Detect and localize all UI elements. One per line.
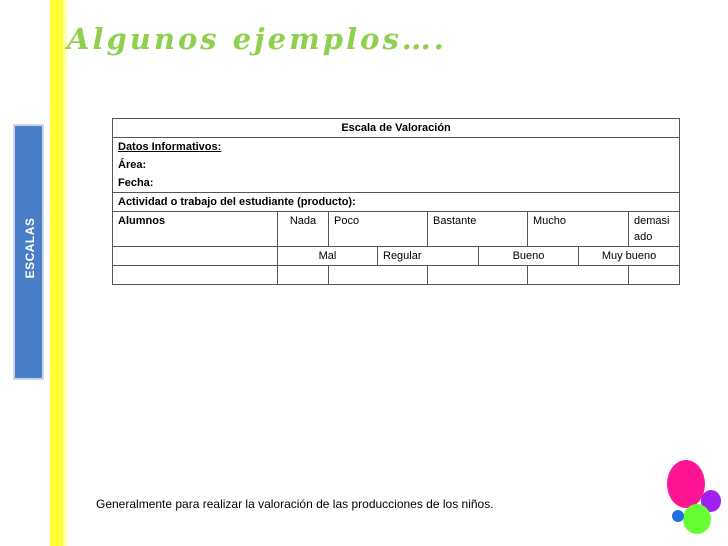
green-circle-decoration	[683, 504, 711, 534]
column-header-poco: Poco	[329, 212, 428, 247]
alumnos-header: Alumnos	[113, 212, 278, 247]
pink-circle-decoration	[667, 460, 705, 508]
sub-header-bueno: Bueno	[479, 247, 579, 266]
valuation-scale-table	[112, 118, 680, 285]
column-header-nada: Nada	[278, 212, 329, 247]
blue-circle-decoration	[672, 510, 684, 522]
table-row	[113, 156, 680, 174]
yellow-accent-bar-light	[63, 0, 67, 546]
footer-note: Generalmente para realizar la valoración de las producciones de los niños.	[96, 497, 494, 511]
table-row	[113, 138, 680, 157]
table-heading: Escala de Valoración	[113, 119, 680, 138]
page-title: Algunos ejemplos….	[67, 22, 447, 56]
table-cell	[428, 266, 528, 285]
table-cell	[113, 247, 278, 266]
fecha-label: Fecha:	[113, 174, 680, 193]
table-row	[113, 193, 680, 212]
datos-informativos-label: Datos Informativos:	[113, 138, 680, 157]
table-row	[113, 119, 680, 138]
table-row	[113, 212, 680, 247]
actividad-label: Actividad o trabajo del estudiante (producto):	[113, 193, 680, 212]
table-row	[113, 266, 680, 285]
table-cell	[113, 266, 278, 285]
area-label: Área:	[113, 156, 680, 174]
column-header-mucho: Mucho	[528, 212, 629, 247]
table-cell	[329, 266, 428, 285]
sub-header-mal: Mal	[278, 247, 378, 266]
sub-header-muy-bueno: Muy bueno	[579, 247, 680, 266]
side-tab-label: ESCALAS	[23, 217, 37, 279]
table-cell	[528, 266, 629, 285]
side-tab	[13, 124, 44, 380]
table-row	[113, 247, 680, 266]
table-row	[113, 174, 680, 193]
yellow-accent-bar	[50, 0, 63, 546]
sub-header-regular: Regular	[378, 247, 479, 266]
column-header-demasiado: demasiado	[629, 212, 680, 247]
column-header-bastante: Bastante	[428, 212, 528, 247]
table-cell	[629, 266, 680, 285]
table-cell	[278, 266, 329, 285]
